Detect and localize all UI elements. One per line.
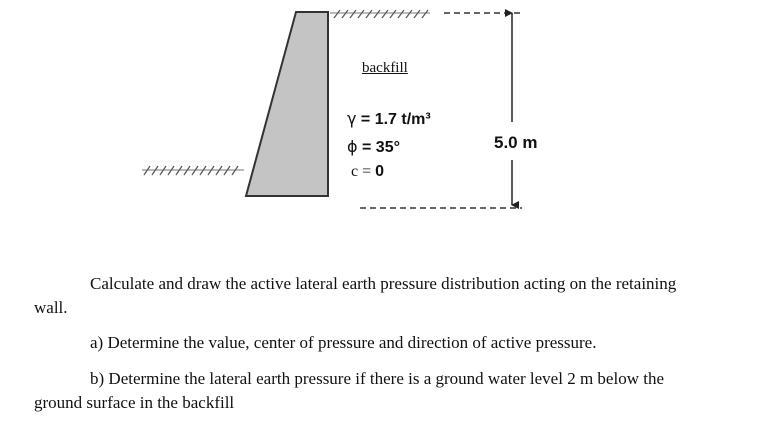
friction-angle-value: = 35° — [357, 139, 400, 156]
cohesion-equals: = — [358, 163, 376, 180]
part-b-text-line-2: ground surface in the backfill — [34, 393, 235, 412]
gamma-symbol: γ — [347, 109, 357, 128]
part-b-text-line-1: b) Determine the lateral earth pressure if there is a ground water level 2 m below the — [90, 369, 664, 388]
problem-intro-line-1: Calculate and draw the active lateral earth pressure distribution acting on the retaining — [90, 274, 677, 293]
cohesion-value: 0 — [375, 163, 385, 180]
wall-height-label: 5.0 m — [494, 133, 538, 152]
cohesion-symbol: c — [351, 163, 359, 180]
phi-symbol: ϕ — [347, 137, 358, 156]
part-a-text: a) Determine the value, center of pressure and direction of active pressure. — [90, 333, 597, 352]
unit-weight-value: = 1.7 t/m³ — [356, 111, 431, 128]
backfill-label: backfill — [362, 60, 408, 76]
problem-intro-line-2: wall. — [34, 298, 68, 317]
